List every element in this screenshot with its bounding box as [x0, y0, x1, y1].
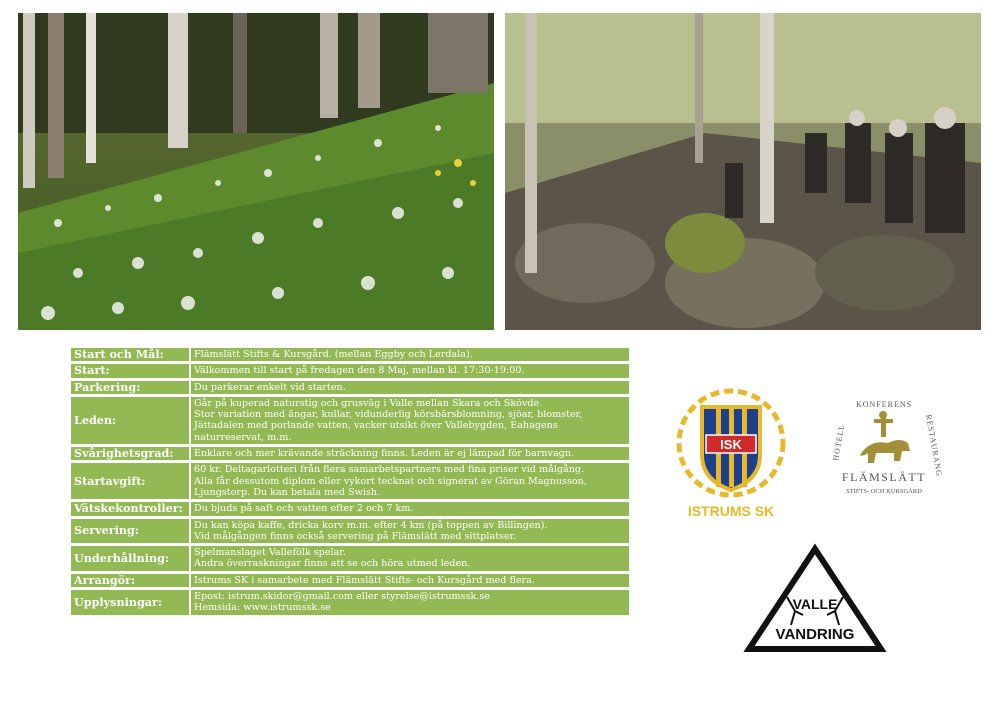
flamslatt-arc-top: KONFERENS: [855, 400, 913, 409]
flamslatt-arc-left: HOTELL: [831, 423, 847, 462]
info-row: [71, 574, 629, 588]
flamslatt-logo: [830, 395, 944, 500]
info-row-value: [191, 574, 629, 588]
flamslatt-horse-cross-icon: [860, 411, 910, 463]
info-row-value: [191, 397, 629, 445]
info-row-value: [191, 463, 629, 500]
flamslatt-sub: STIFTS- OCH KURSGÅRD: [846, 488, 922, 495]
istrums-badge-text: ISK: [720, 437, 742, 452]
info-row-value: [191, 348, 629, 362]
event-info-table: [71, 346, 629, 618]
info-row-value: [191, 502, 629, 516]
info-row-label: Start och Mål:: [71, 348, 191, 362]
info-row: [71, 447, 629, 461]
info-row: [71, 463, 629, 500]
photo-hikers-trail: [505, 13, 981, 330]
info-row-label: Parkering:: [71, 381, 191, 395]
info-row-label: Servering:: [71, 519, 191, 545]
valle-line1: VALLE: [792, 596, 838, 612]
photo-forest-anemones: [18, 13, 494, 330]
info-value-line: Du parkerar enkelt vid starten.: [194, 381, 346, 393]
info-row: [71, 502, 629, 516]
valle-vandring-logo: [745, 545, 885, 653]
istrums-name: ISTRUMS SK: [687, 503, 775, 519]
info-value-line: Du bjuds på saft och vatten efter 2 och 7 km.: [194, 503, 414, 515]
info-value-line: Vid målgången finns också servering på Flämslätt med sittplatser.: [194, 530, 517, 542]
info-value-line: Istrums SK i samarbete med Flämslätt Stifts- och Kursgård med flera.: [194, 574, 535, 586]
info-row: [71, 364, 629, 378]
info-row: [71, 348, 629, 362]
flamslatt-name: FLÄMSLÄTT: [841, 470, 927, 484]
info-row-label: Svårighetsgrad:: [71, 447, 191, 461]
info-value-line: Enklare och mer krävande sträckning finns. Leden är ej lämpad för barnvagn.: [194, 448, 575, 460]
valle-line2: VANDRING: [775, 626, 855, 643]
info-row-label: Underhållning:: [71, 546, 191, 572]
info-row-label: Start:: [71, 364, 191, 378]
info-row-value: [191, 590, 629, 616]
istrums-sk-logo: [672, 385, 790, 520]
info-value-line: Du kan köpa kaffe, dricka korv m.m. efter 4 km (på toppen av Billingen).: [194, 519, 548, 531]
info-row-value: [191, 519, 629, 545]
info-row: [71, 381, 629, 395]
info-row-value: [191, 381, 629, 395]
flamslatt-arc-right: RESTAURANG: [924, 413, 944, 478]
info-value-line: Hemsida: www.istrumssk.se: [194, 602, 331, 614]
info-value-line: naturreservat, m.m.: [194, 431, 292, 443]
info-row-value: [191, 364, 629, 378]
info-row-label: Leden:: [71, 397, 191, 445]
info-row: [71, 397, 629, 445]
info-row-label: Startavgift:: [71, 463, 191, 500]
info-row: [71, 546, 629, 572]
info-value-line: Andra överraskningar finns att se och höra utmed leden.: [194, 558, 471, 570]
info-row-value: [191, 447, 629, 461]
info-row-label: Upplysningar:: [71, 590, 191, 616]
info-value-line: Flämslätt Stifts & Kursgård. (mellan Eggby och Lerdala).: [194, 349, 473, 360]
info-value-line: Spelmanslaget Vallefölk spelar.: [194, 547, 346, 559]
info-value-line: Går på kuperad naturstig och grusväg i Valle mellan Skara och Skövde.: [194, 397, 543, 409]
info-row: [71, 519, 629, 545]
info-value-line: Epost: istrum.skidor@gmail.com eller styrelse@istrumssk.se: [194, 591, 490, 603]
info-value-line: Välkommen till start på fredagen den 8 Maj, mellan kl. 17:30-19:00.: [194, 365, 525, 377]
info-row-label: Arrangör:: [71, 574, 191, 588]
info-value-line: Jättadalen med porlande vatten, vacker utsikt över Vallebygden, Eahagens: [194, 420, 558, 432]
info-row-value: [191, 546, 629, 572]
info-value-line: Ljungstorp. Du kan betala med Swish.: [194, 486, 381, 498]
info-value-line: Alla får dessutom diplom eller vykort tecknat och signerat av Göran Magnusson,: [194, 475, 587, 487]
info-row: [71, 590, 629, 616]
info-row-label: Vätskekontroller:: [71, 502, 191, 516]
info-value-line: 60 kr. Deltagarlotteri från flera samarbetspartners med fina priser vid målgång.: [194, 464, 585, 476]
info-value-line: Stor variation med ängar, kullar, vidunderlig körsbärsblomning, sjöar, blomster,: [194, 409, 583, 421]
